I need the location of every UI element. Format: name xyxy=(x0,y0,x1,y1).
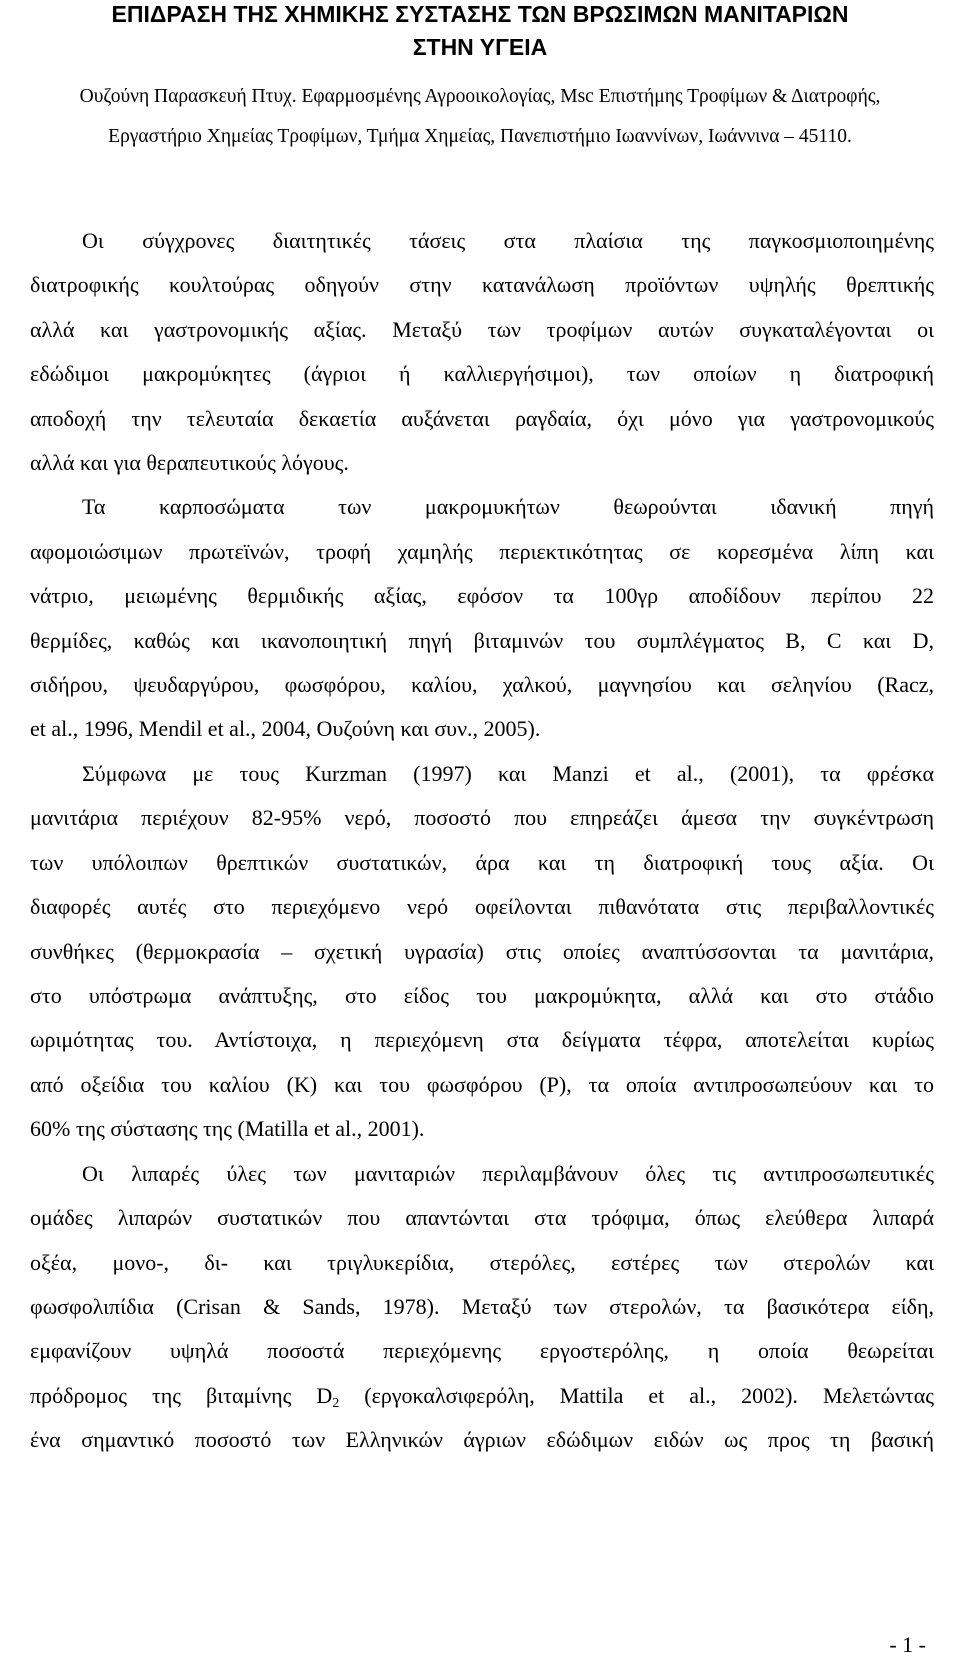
paragraph-4-line-6 xyxy=(30,1381,934,1411)
paragraph-4-line-5: εμφανίζουν υψηλά ποσοστά περιεχόμενης εργοστερόλης, η οποία θεωρείται xyxy=(30,1338,934,1363)
paragraph-3-line-4: διαφορές αυτές στο περιεχόμενο νερό οφείλονται πιθανότατα στις περιβαλλοντικές xyxy=(30,894,934,919)
paragraph-1-line-4: εδώδιμοι μακρομύκητες (άγριοι ή καλλιεργήσιμοι), των οποίων η διατροφική xyxy=(30,361,934,386)
paragraph-4-line-4: φωσφολιπίδια (Crisan & Sands, 1978). Μεταξύ των στερολών, τα βασικότερα είδη, xyxy=(30,1294,934,1319)
paragraph-4-line-3: οξέα, μονο-, δι- και τριγλυκερίδια, στερόλες, εστέρες των στερολών και xyxy=(30,1250,934,1275)
paragraph-2-line-4: θερμίδες, καθώς και ικανοποιητική πηγή βιταμινών του συμπλέγματος B, C και D, xyxy=(30,628,934,653)
affiliation-line-2: Εργαστήριο Χημείας Τροφίμων, Τμήμα Χημείας, Πανεπιστήμιο Ιωαννίνων, Ιωάννινα – 45110. xyxy=(108,126,852,147)
paragraph-3-line-5: συνθήκες (θερμοκρασία – σχετική υγρασία) στις οποίες αναπτύσσονται τα μανιτάρια, xyxy=(30,939,934,964)
paragraph-1-line-1: Οι σύγχρονες διαιτητικές τάσεις στα πλαίσια της παγκοσμιοποιημένης xyxy=(82,228,934,253)
paragraph-4-line-7: ένα σημαντικό ποσοστό των Ελληνικών άγριων εδώδιμων ειδών ως προς τη βασική xyxy=(30,1427,934,1452)
affiliation xyxy=(0,80,960,153)
affiliation-line-1: Ουζούνη Παρασκευή Πτυχ. Εφαρμοσμένης Αγροοικολογίας, Msc Επιστήμης Τροφίμων & Διατροφής, xyxy=(79,86,881,107)
paragraph-3-line-7: ωριμότητας του. Αντίστοιχα, η περιεχόμενη στα δείγματα τέφρα, αποτελείται κυρίως xyxy=(30,1027,934,1052)
paragraph-4-line-2: ομάδες λιπαρών συστατικών που απαντώνται στα τρόφιμα, όπως ελεύθερα λιπαρά xyxy=(30,1205,934,1230)
paragraph-2-line-2: αφομοιώσιμων πρωτεϊνών, τροφή χαμηλής περιεκτικότητας σε κορεσμένα λίπη και xyxy=(30,539,934,564)
paragraph-1-line-5: αποδοχή την τελευταία δεκαετία αυξάνεται ραγδαία, όχι μόνο για γαστρονομικούς xyxy=(30,406,934,431)
paragraph-4-line-1: Οι λιπαρές ύλες των μανιταριών περιλαμβάνουν όλες τις αντιπροσωπευτικές xyxy=(82,1161,934,1186)
title-line-1: ΕΠΙΔΡΑΣΗ ΤΗΣ ΧΗΜΙΚΗΣ ΣΥΣΤΑΣΗΣ ΤΩΝ ΒΡΩΣΙΜΩΝ ΜΑΝΙΤΑΡΙΩΝ xyxy=(111,1,849,27)
paragraph-1-line-6: αλλά και για θεραπευτικούς λόγους. xyxy=(30,450,349,475)
paragraph-3-line-8: από οξείδια του καλίου (K) και του φωσφόρου (P), τα οποία αντιπροσωπεύουν και το xyxy=(30,1072,934,1097)
paragraph-2-line-6: et al., 1996, Mendil et al., 2004, Ουζούνη και συν., 2005). xyxy=(30,716,541,741)
vitamin-line-rest: (εργοκαλσιφερόλη, Mattila et al., 2002). Μελετώντας xyxy=(339,1383,934,1408)
paragraph-3-line-2: μανιτάρια περιέχουν 82-95% νερό, ποσοστό που επηρεάζει άμεσα την συγκέντρωση xyxy=(30,805,934,830)
vitamin-text: πρόδρομος της βιταμίνης D xyxy=(30,1383,333,1408)
paragraph-3-line-6: στο υπόστρωμα ανάπτυξης, στο είδος του μακρομύκητα, αλλά και στο στάδιο xyxy=(30,983,934,1008)
paragraph-3-line-3: των υπόλοιπων θρεπτικών συστατικών, άρα και τη διατροφική τους αξία. Οι xyxy=(30,850,934,875)
paragraph-3-line-9: 60% της σύστασης της (Matilla et al., 2001). xyxy=(30,1116,425,1141)
paragraph-2-line-3: νάτριο, μειωμένης θερμιδικής αξίας, εφόσον τα 100γρ αποδίδουν περίπου 22 xyxy=(30,583,934,608)
paragraph-3-line-1: Σύμφωνα με τους Kurzman (1997) και Manzi et al., (2001), τα φρέσκα xyxy=(82,761,934,786)
paragraph-2-line-1: Τα καρποσώματα των μακρομυκήτων θεωρούνται ιδανική πηγή xyxy=(82,494,934,519)
paragraph-1-line-3: αλλά και γαστρονομικής αξίας. Μεταξύ των τροφίμων αυτών συγκαταλέγονται οι xyxy=(30,317,934,342)
paragraph-2-line-5: σιδήρου, ψευδαργύρου, φωσφόρου, καλίου, χαλκού, μαγνησίου και σεληνίου (Racz, xyxy=(30,672,934,697)
title-line-2: ΣΤΗΝ ΥΓΕΙΑ xyxy=(412,34,548,60)
page-number: - 1 - xyxy=(889,1632,926,1657)
document-title xyxy=(0,0,960,64)
paragraph-1-line-2: διατροφικής κουλτούρας οδηγούν στην κατανάλωση προϊόντων υψηλής θρεπτικής xyxy=(30,272,934,297)
vitamin-subscript: 2 xyxy=(332,1396,340,1411)
